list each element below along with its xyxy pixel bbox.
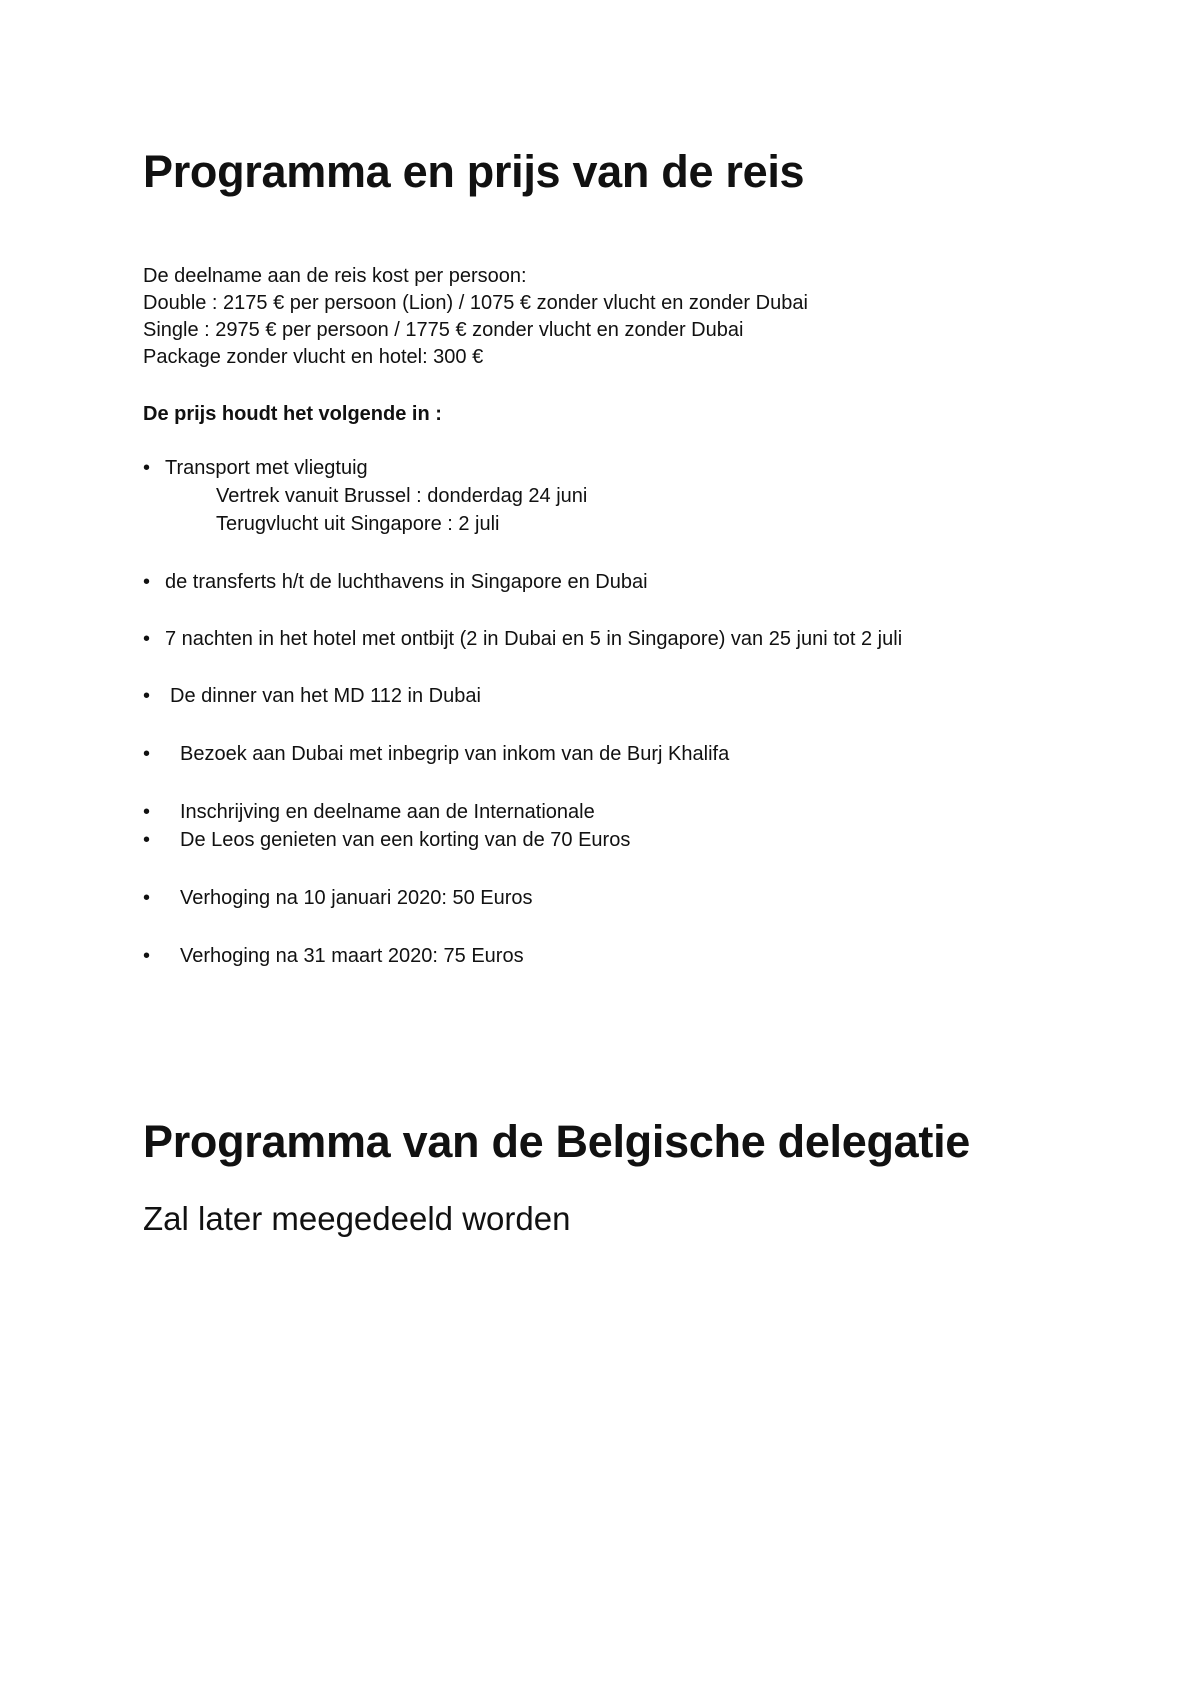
price-single: Single : 2975 € per persoon / 1775 € zonder vlucht en zonder Dubai [143, 319, 744, 341]
list-item-visit: Bezoek aan Dubai met inbegrip van inkom van de Burj Khalifa [180, 743, 730, 765]
bullet-icon: • [143, 685, 151, 707]
list-item-increase-march: Verhoging na 31 maart 2020: 75 Euros [180, 945, 524, 967]
price-package: Package zonder vlucht en hotel: 300 € [143, 346, 484, 368]
list-item-transfers: de transferts h/t de luchthavens in Singapore en Dubai [165, 571, 648, 593]
list-item-leos: De Leos genieten van een korting van de 70 Euros [180, 829, 631, 851]
list-item-transport: Transport met vliegtuig [165, 457, 368, 479]
page-title: Programma en prijs van de reis [143, 146, 805, 197]
bullet-icon: • [143, 829, 151, 851]
section-title: Programma van de Belgische delegatie [143, 1116, 971, 1167]
bullet-icon: • [143, 801, 151, 823]
list-item-increase-january: Verhoging na 10 januari 2020: 50 Euros [180, 887, 533, 909]
price-double: Double : 2175 € per persoon (Lion) / 1075 € zonder vlucht en zonder Dubai [143, 292, 808, 314]
price-intro: De deelname aan de reis kost per persoon: [143, 265, 527, 287]
list-item-departure: Vertrek vanuit Brussel : donderdag 24 juni [216, 485, 588, 507]
section-subtitle: Zal later meegedeeld worden [143, 1200, 571, 1237]
bullet-icon: • [143, 628, 151, 650]
bullet-icon: • [143, 945, 151, 967]
bullet-icon: • [143, 743, 151, 765]
list-item-return: Terugvlucht uit Singapore : 2 juli [216, 513, 500, 535]
list-item-registration: Inschrijving en deelname aan de Internationale [180, 801, 595, 823]
bullet-icon: • [143, 571, 151, 593]
bullet-icon: • [143, 887, 151, 909]
includes-heading: De prijs houdt het volgende in : [143, 403, 442, 425]
bullet-icon: • [143, 457, 151, 479]
list-item-hotel: 7 nachten in het hotel met ontbijt (2 in Dubai en 5 in Singapore) van 25 juni tot 2 juli [165, 628, 903, 650]
list-item-dinner: De dinner van het MD 112 in Dubai [170, 685, 481, 707]
